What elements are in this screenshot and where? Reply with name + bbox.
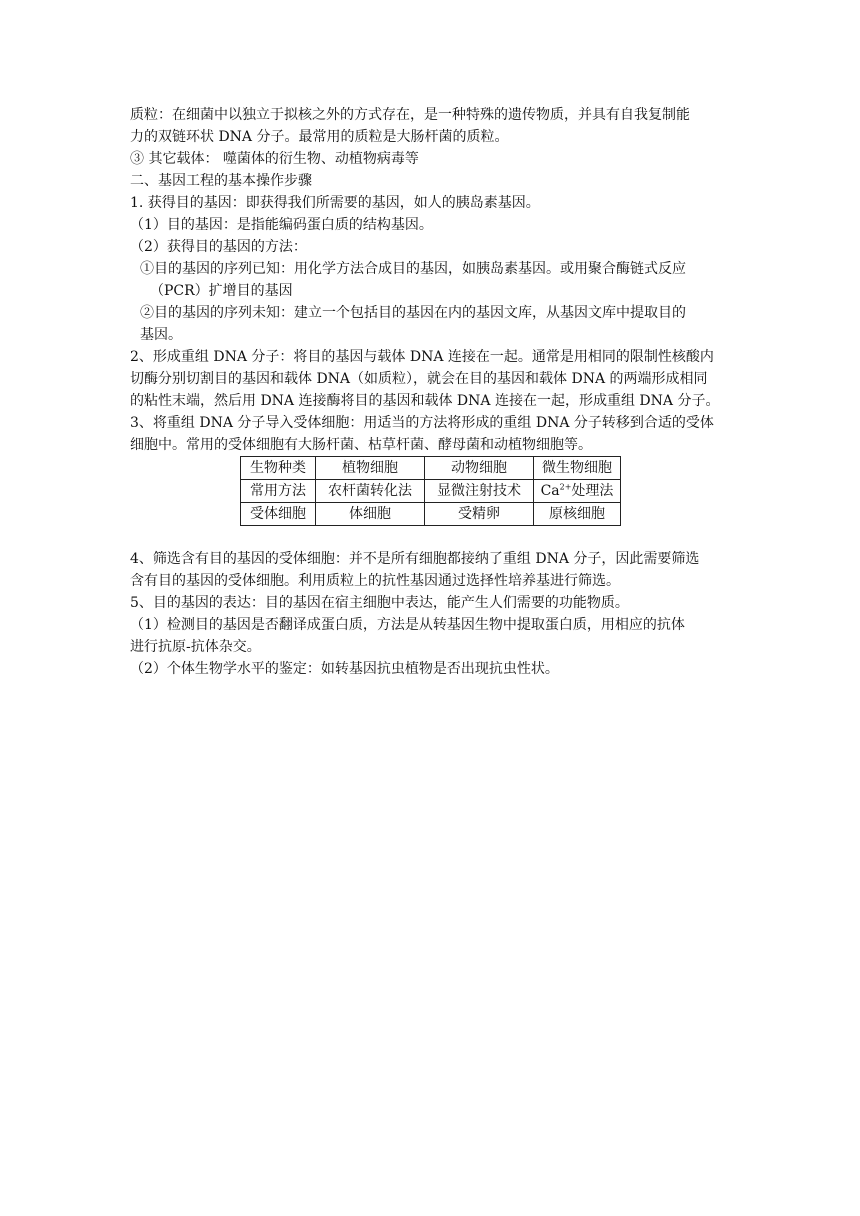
text-line: ②目的基因的序列未知：建立一个包括目的基因在内的基因文库，从基因文库中提取目的	[140, 305, 686, 321]
text-line: 的粘性末端，然后用 DNA 连接酶将目的基因和载体 DNA 连接在一起，形成重组 DNA 分子。	[130, 393, 720, 409]
method-table	[240, 456, 621, 526]
document-body	[130, 104, 730, 680]
text-line: （PCR）扩增目的基因	[150, 283, 293, 299]
table-cell: 体细胞	[316, 503, 425, 526]
table-cell: 显微注射技术	[425, 480, 534, 503]
text-line: ③ 其它载体： 噬菌体的衍生物、动植物病毒等	[130, 151, 419, 167]
step-heading: 2、形成重组 DNA 分子：将目的基因与载体 DNA 连接在一起。通常是用相同的限制性核酸内	[130, 349, 714, 365]
method-table-wrapper	[130, 456, 730, 526]
table-row	[241, 480, 621, 503]
table-cell: 受体细胞	[241, 503, 316, 526]
text-line: （2）个体生物学水平的鉴定：如转基因抗虫植物是否出现抗虫性状。	[130, 661, 559, 677]
text-line: 细胞中。常用的受体细胞有大肠杆菌、枯草杆菌、酵母菌和动植物细胞等。	[130, 437, 592, 453]
table-cell: 农杆菌转化法	[316, 480, 425, 503]
table-cell: 植物细胞	[316, 457, 425, 480]
table-cell: 原核细胞	[534, 503, 621, 526]
ca-method: 处理法	[571, 483, 614, 499]
text-line: 质粒：在细菌中以独立于拟核之外的方式存在，是一种特殊的遗传物质，并具有自我复制能	[130, 107, 690, 123]
text-line: ①目的基因的序列已知：用化学方法合成目的基因，如胰岛素基因。或用聚合酶链式反应	[140, 261, 686, 277]
table-cell: 微生物细胞	[534, 457, 621, 480]
table-row	[241, 457, 621, 480]
table-cell	[534, 480, 621, 503]
table-cell: 生物种类	[241, 457, 316, 480]
text-line: 进行抗原-抗体杂交。	[130, 639, 261, 655]
text-line: 力的双链环状 DNA 分子。最常用的质粒是大肠杆菌的质粒。	[130, 129, 509, 145]
text-line: 含有目的基因的受体细胞。利用质粒上的抗性基因通过选择性培养基进行筛选。	[130, 573, 620, 589]
text-line: 基因。	[140, 327, 182, 343]
text-line: （2）获得目的基因的方法：	[130, 239, 307, 255]
spacer	[130, 526, 730, 548]
ca-charge: 2+	[559, 482, 572, 492]
step-heading: 1. 获得目的基因：即获得我们所需要的基因，如人的胰岛素基因。	[130, 195, 540, 211]
text-line: （1）检测目的基因是否翻译成蛋白质，方法是从转基因生物中提取蛋白质，用相应的抗体	[130, 617, 685, 633]
table-cell: 动物细胞	[425, 457, 534, 480]
step-heading: 5、目的基因的表达：目的基因在宿主细胞中表达，能产生人们需要的功能物质。	[130, 595, 629, 611]
text-line: （1）目的基因：是指能编码蛋白质的结构基因。	[130, 217, 433, 233]
section-heading: 二、基因工程的基本操作步骤	[130, 173, 312, 189]
table-cell: 受精卵	[425, 503, 534, 526]
step-heading: 4、筛选含有目的基因的受体细胞：并不是所有细胞都接纳了重组 DNA 分子，因此需要筛选	[130, 551, 700, 567]
table-row	[241, 503, 621, 526]
table-cell: 常用方法	[241, 480, 316, 503]
step-heading: 3、将重组 DNA 分子导入受体细胞：用适当的方法将形成的重组 DNA 分子转移到合适的受体	[130, 415, 714, 431]
ca-symbol: Ca	[540, 483, 560, 499]
text-line: 切酶分别切割目的基因和载体 DNA（如质粒），就会在目的基因和载体 DNA 的两端形成相同	[130, 371, 708, 387]
